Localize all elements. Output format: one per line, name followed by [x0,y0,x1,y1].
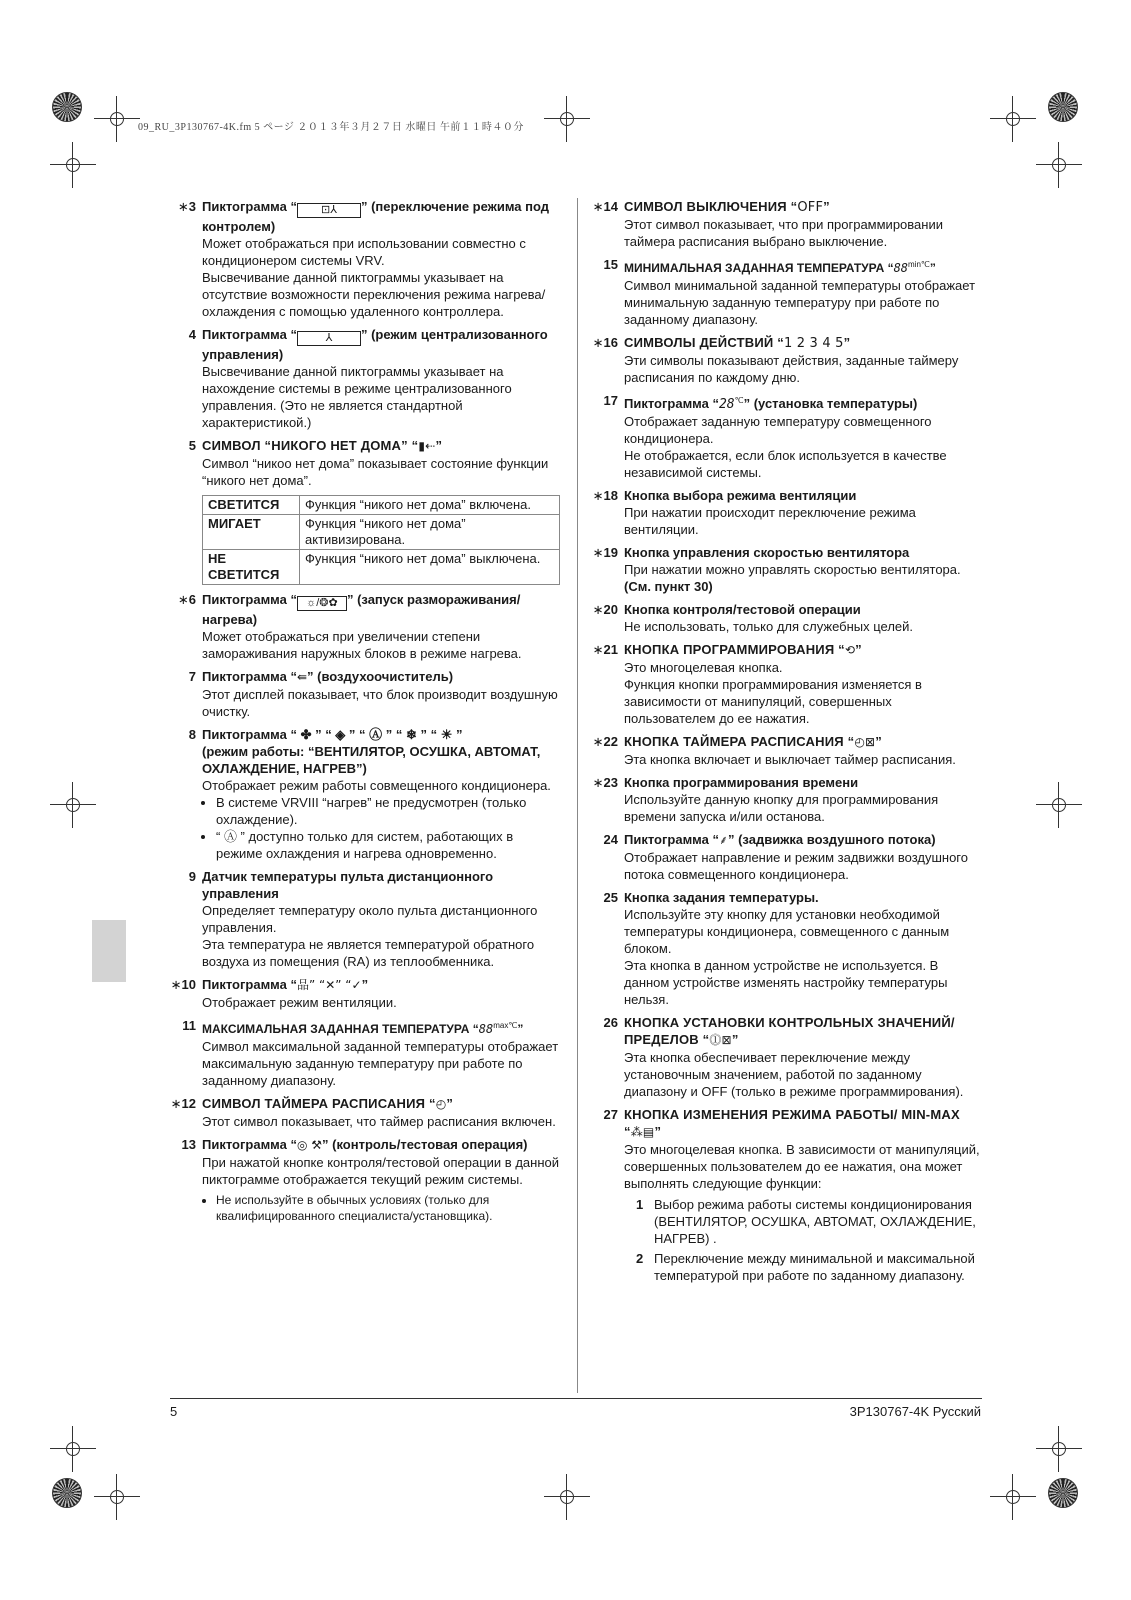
print-slug: 09_RU_3P130767-4K.fm 5 ページ ２０１３年３月２７日 水曜日 午前１１時４０分 [138,122,524,133]
item-5-title: СИМВОЛ “НИКОГО НЕТ ДОМА” “▮⇠” [202,438,443,453]
item-26-title: КНОПКА УСТАНОВКИ КОНТРОЛЬНЫХ ЗНАЧЕНИЙ/ПРЕДЕЛОВ “⓵⊠” [624,1015,955,1047]
crosshair-left-lower-icon [58,1434,88,1464]
operation-mode-icons: Пиктограмма “ ✤ ” “ ◈ ” “ Ⓐ ” “ ❄ ” “ ☀ ” [202,727,463,742]
item-21: ∗21 КНОПКА ПРОГРАММИРОВАНИЯ “⟲” Это многоцелевая кнопка. Функция кнопки программирования изменяется в зависимости от манипуляций, совершенных пользователем до ее нажатия. [590,641,984,727]
item-19: ∗19 Кнопка управления скоростью вентилятора При нажатии можно управлять скоростью вентилятора. (См. пункт 30) [590,544,984,595]
crosshair-top-right-icon [998,104,1028,134]
supervision-switch-icon: ⊡⅄ [297,203,361,218]
item-17: 17 Пиктограмма “28℃” (установка температуры) Отображает заданную температуру совмещенного кондиционера. Не отображается, если блок используется в качестве независимой системы. [590,392,984,481]
item-15-title: МИНИМАЛЬНАЯ ЗАДАННАЯ ТЕМПЕРАТУРА “$88^{min℃}$” [624,260,936,275]
cross-reference: (См. пункт 30) [624,579,713,594]
item-20: ∗20 Кнопка контроля/тестовой операции Не использовать, только для служебных целей. [590,601,984,635]
list-item: • “ Ⓐ ” доступно только для систем, работающих в режиме охлаждения и нагрева одновременно. [216,828,560,862]
crosshair-bottom-right-icon [998,1482,1028,1512]
item-8-title: Пиктограмма “ ✤ ” “ ◈ ” “ Ⓐ ” “ ❄ ” “ ☀ ” (режим работы: “ВЕНТИЛЯТОР, ОСУШКА, АВТОМАТ, ОХЛАЖДЕНИЕ, НАГРЕВ”) [202,727,541,776]
item-23: ∗23 Кнопка программирования времени Используйте данную кнопку для программирования времени запуска и/или останова. [590,774,984,825]
list-item: • В системе VRVIII “нагрев” не предусмотрен (только охлаждение). [216,794,560,828]
right-column [590,198,984,1290]
column-divider [577,198,578,1393]
item-17-title: Пиктограмма “28℃” (установка температуры) [624,396,918,412]
item-12-title: СИМВОЛ ТАЙМЕРА РАСПИСАНИЯ “◴” [202,1096,454,1111]
item-4-title: Пиктограмма “ ⅄ ” (режим централизованного управления) [202,327,548,362]
item-14-title: СИМВОЛ ВЫКЛЮЧЕНИЯ “OFF” [624,199,830,215]
list-item: 1 Выбор режима работы системы кондиционирования (ВЕНТИЛЯТОР, ОСУШКА, АВТОМАТ, ОХЛАЖДЕНИЕ, НАГРЕВ) . [636,1197,976,1246]
registration-disc-top-left-icon [52,92,82,122]
item-14: ∗14 СИМВОЛ ВЫКЛЮЧЕНИЯ “OFF” Этот символ показывает, что при программировании таймера расписания выбрано выключение. [590,198,984,250]
mode-minmax-button-icon: ⁂▤ [630,1125,655,1139]
footer-rule [170,1398,982,1399]
item-9: 9 Датчик температуры пульта дистанционного управления Определяет температуру около пульта дистанционного управления. Эта температура не является температурой обратного воздуха из помещения (RA) из теплообменника. [168,868,560,970]
item-20-title: Кнопка контроля/тестовой операции [624,602,861,617]
item-12: ∗12 СИМВОЛ ТАЙМЕРА РАСПИСАНИЯ “◴” Этот символ показывает, что таймер расписания включен. [168,1095,560,1130]
item-3-title: Пиктограмма “ ⊡⅄ ” (переключение режима под контролем) [202,199,550,234]
program-button-icon: ⟲ [844,643,856,657]
item-27-functions [624,1196,984,1284]
away-status-table [202,495,560,585]
air-cleaner-icon: ⇚ [296,670,308,684]
crosshair-top-left-icon [102,104,132,134]
set-temperature-digits-icon: 28 [718,397,735,412]
document-code: 3P130767-4K Русский [849,1404,981,1419]
item-7: 7 Пиктограмма “⇚” (воздухоочиститель) Этот дисплей показывает, что блок производит воздушную очистку. [168,668,560,720]
item-22-title: КНОПКА ТАЙМЕРА РАСПИСАНИЯ “◴⊠” [624,734,882,749]
item-6: ∗6 Пиктограмма “ ☼/❂✿ ” (запуск размораживания/нагрева) Может отображаться при увеличении степени замораживания наружных блоков в режиме нагрева. [168,591,560,662]
min-temp-digits-icon: 88 [893,261,909,275]
crosshair-right-lower-icon [1044,1434,1074,1464]
item-9-title: Датчик температуры пульта дистанционного управления [202,869,494,901]
item-8: 8 Пиктограмма “ ✤ ” “ ◈ ” “ Ⓐ ” “ ❄ ” “ ☀ ” (режим работы: “ВЕНТИЛЯТОР, ОСУШКА, АВТОМАТ, ОХЛАЖДЕНИЕ, НАГРЕВ”) Отображает режим работы совмещенного кондиционера. • В системе VRVIII “нагрев” не предусмотрен (только охлаждение). • “ Ⓐ ” доступно только для систем, работающих в режиме охлаждения и нагрева одновременно. [168,726,560,862]
ventilation-mode-icon: 品” “✕” “✓ [296,978,362,992]
item-25: 25 Кнопка задания температуры. Используйте эту кнопку для установки необходимой температуры кондиционера, совмещенного с данным блоком. Эта кнопка в данном устройстве не используется. В данном устройстве изменять настройку температуры нельзя. [590,889,984,1008]
crosshair-right-upper-icon [1044,150,1074,180]
item-15: 15 МИНИМАЛЬНАЯ ЗАДАННАЯ ТЕМПЕРАТУРА “$88^{min℃}$” Символ минимальной заданной температуры отображает минимальную заданную температуру при работе по заданному диапазону. [590,256,984,328]
item-10-title: Пиктограмма “品” “✕” “✓” [202,977,369,992]
inspection-test-icon: ◎ ⚒ [296,1138,323,1152]
item-24-title: Пиктограмма “⸙” (задвижка воздушного потока) [624,832,936,847]
item-22: ∗22 КНОПКА ТАЙМЕРА РАСПИСАНИЯ “◴⊠” Эта кнопка включает и выключает таймер расписания. [590,733,984,768]
item-19-title: Кнопка управления скоростью вентилятора [624,545,910,560]
registration-disc-bottom-right-icon [1048,1478,1078,1508]
item-27-title: КНОПКА ИЗМЕНЕНИЯ РЕЖИМА РАБОТЫ/ MIN-MAX “⁂▤” [624,1107,960,1139]
item-18-title: Кнопка выбора режима вентиляции [624,488,857,503]
item-11: 11 МАКСИМАЛЬНАЯ ЗАДАННАЯ ТЕМПЕРАТУРА “$88^{max℃}$” Символ максимальной заданной температуры отображает максимальную заданную температуру при работе по заданному диапазону. [182,1018,559,1088]
action-numbers-icon: 1 2 3 4 5 [783,336,844,351]
registration-disc-top-right-icon [1048,92,1078,122]
item-3: ∗3 Пиктограмма “ ⊡⅄ ” (переключение режима под контролем) Может отображаться при использовании совместно с кондиционером системы VRV. Высвечивание данной пиктограммы указывает на отсутствие возможности переключения режима нагрева/охлаждения с помощью удаленного контроллера. [168,198,560,320]
list-item: • Не используйте в обычных условиях (только для квалифицированного специалиста/установщика). [216,1192,560,1224]
schedule-timer-button-icon: ◴⊠ [854,735,876,749]
item-13: 13 Пиктограмма “◎ ⚒” (контроль/тестовая операция) При нажатой кнопке контроля/тестовой операции в данной пиктограмме отображается текущий режим системы. • Не используйте в обычных условиях (только для квалифицированного специалиста/установщика). [168,1136,560,1224]
item-6-title: Пиктограмма “ ☼/❂✿ ” (запуск размораживания/нагрева) [202,592,521,627]
section-tab [92,920,126,982]
air-flow-flap-icon: ⸙ [718,833,728,847]
table-row: НЕ СВЕТИТСЯ Функция “никого нет дома” выключена. [203,550,560,585]
crosshair-bottom-center-icon [552,1482,582,1512]
table-row: СВЕТИТСЯ Функция “никого нет дома” включена. [203,496,560,515]
item-4: 4 Пиктограмма “ ⅄ ” (режим централизованного управления) Высвечивание данной пиктограммы указывает на нахождение системы в режиме централизованного управления. (Это не является стандартной характеристикой.) [168,326,560,431]
item-7-title: Пиктограмма “⇚” (воздухоочиститель) [202,669,454,684]
off-symbol-icon: OFF [797,200,824,215]
item-10: ∗10 Пиктограмма “品” “✕” “✓” Отображает режим вентиляции. [168,976,560,1011]
item-21-title: КНОПКА ПРОГРАММИРОВАНИЯ “⟲” [624,642,862,657]
item-13-title: Пиктограмма “◎ ⚒” (контроль/тестовая операция) [202,1137,528,1152]
schedule-timer-icon: ◴ [435,1097,447,1111]
item-8-notes [202,794,560,862]
item-13-note [202,1192,560,1224]
crosshair-top-center-icon [552,104,582,134]
item-27: 27 КНОПКА ИЗМЕНЕНИЯ РЕЖИМА РАБОТЫ/ MIN-MAX “⁂▤” Это многоцелевая кнопка. В зависимости от манипуляций, совершенных пользователем до ее нажатия, она может выполнять следующие функции: 1 Выбор режима работы системы кондиционирования (ВЕНТИЛЯТОР, ОСУШКА, АВТОМАТ, ОХЛАЖДЕНИЕ, НАГРЕВ) . 2 Переключение между минимальной и максимальной температурой при работе по заданному диапазону. [590,1106,984,1284]
crosshair-left-mid-icon [58,790,88,820]
left-column [168,198,560,1230]
registration-disc-bottom-left-icon [52,1478,82,1508]
item-16-title: СИМВОЛЫ ДЕЙСТВИЙ “1 2 3 4 5” [624,335,851,351]
item-25-title: Кнопка задания температуры. [624,890,819,905]
table-row: МИГАЕТ Функция “никого нет дома” активизирована. [203,515,560,550]
max-temp-digits-icon: 88 [478,1022,494,1036]
item-18: ∗18 Кнопка выбора режима вентиляции При нажатии происходит переключение режима вентиляции. [590,487,984,538]
item-11-title: МАКСИМАЛЬНАЯ ЗАДАННАЯ ТЕМПЕРАТУРА “$88^{max℃}$” [202,1021,524,1036]
item-24: 24 Пиктограмма “⸙” (задвижка воздушного потока) Отображает направление и режим задвижки воздушного потока совмещенного кондиционера. [590,831,984,883]
item-5: 5 СИМВОЛ “НИКОГО НЕТ ДОМА” “▮⇠” Символ “никоо нет дома” показывает состояние функции “никого нет дома”. СВЕТИТСЯ Функция “никого нет дома” включена. МИГАЕТ Функция “никого нет дома” активизирована. НЕ СВЕТИТСЯ Функция “никого нет дома” выключена. [168,437,560,585]
crosshair-right-mid-icon [1044,790,1074,820]
centralized-control-icon: ⅄ [297,331,361,346]
list-item: 2 Переключение между минимальной и максимальной температурой при работе по заданному диапазону. [636,1251,975,1283]
page-number: 5 [170,1404,178,1419]
item-23-title: Кнопка программирования времени [624,775,859,790]
defrost-hot-start-icon: ☼/❂✿ [297,596,347,611]
away-from-home-icon: ▮⇠ [418,439,436,453]
item-16: ∗16 СИМВОЛЫ ДЕЙСТВИЙ “1 2 3 4 5” Эти символы показывают действия, заданные таймеру расписания по каждому дню. [590,334,984,386]
crosshair-left-upper-icon [58,150,88,180]
crosshair-bottom-left-icon [102,1482,132,1512]
item-26: 26 КНОПКА УСТАНОВКИ КОНТРОЛЬНЫХ ЗНАЧЕНИЙ/ПРЕДЕЛОВ “⓵⊠” Эта кнопка обеспечивает переключение между установочным значением, работой по заданному диапазону и OFF (только в режиме программирования). [590,1014,984,1100]
setpoint-limit-button-icon: ⓵⊠ [709,1033,732,1047]
